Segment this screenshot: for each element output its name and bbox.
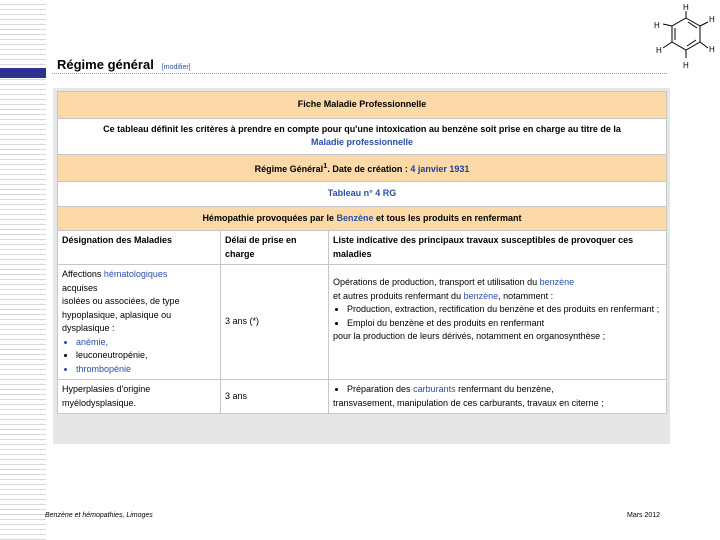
edit-link[interactable] <box>162 64 191 71</box>
list-item: • leuconeutropénie, <box>76 349 216 363</box>
delai-cell-2: 3 ans <box>221 380 329 414</box>
carburants-link[interactable]: carburants <box>413 384 456 394</box>
list-item: • Production, extraction, rectification du benzène et des produits en renfermant ; <box>347 303 662 317</box>
table-row <box>58 206 667 231</box>
molecule-h-left-upper: H <box>654 21 660 30</box>
travaux2-suffix: renfermant du benzène, <box>458 384 554 394</box>
footer-caption: Benzène et hémopathies, Limoges <box>45 512 153 519</box>
designation-line5: dysplasique : <box>62 323 115 333</box>
designation-line3: isolées ou associées, de type <box>62 296 180 306</box>
benzene-molecule-icon <box>648 2 718 70</box>
travaux2-p2: transvasement, manipulation de ces carburants, travaux en citerne ; <box>333 397 604 408</box>
list-item: • Emploi du benzène et des produits en renfermant <box>347 317 662 331</box>
travaux-p3: pour la production de leurs dérivés, notamment en organosynthèse ; <box>333 331 606 341</box>
fiche-table <box>57 91 667 414</box>
hemopathie-suffix: et tous les produits en renfermant <box>376 212 522 223</box>
table-row <box>58 92 667 119</box>
page-title: Régime général <box>57 57 154 72</box>
molecule-h-bottom: H <box>683 61 689 70</box>
designation-line4: hypoplasique, aplasique ou <box>62 309 172 320</box>
decorative-stripes <box>0 0 46 540</box>
molecule-h-right-upper: H <box>709 15 715 24</box>
creation-label: . Date de création : <box>327 163 408 174</box>
regime-label: Régime Général <box>254 163 324 174</box>
intro-text: Ce tableau définit les critères à prendre en compte pour qu'une intoxication au benzène soit prise en charge au titre de la <box>103 123 621 134</box>
col-header-delai: Délai de prise en charge <box>221 231 329 265</box>
molecule-h-right-lower: H <box>709 45 715 54</box>
hemopathie-prefix: Hémopathie provoquées par le <box>202 212 334 223</box>
travaux-cell <box>329 265 667 380</box>
table-row <box>58 118 667 154</box>
list-item <box>347 383 662 397</box>
travaux2-prefix: Préparation des <box>347 384 411 394</box>
footer-date: Mars 2012 <box>627 512 661 519</box>
benzene-link[interactable]: Benzène <box>336 212 374 223</box>
regime-footnote[interactable]: 1 <box>323 160 328 170</box>
delai-cell: 3 ans (*) <box>221 265 329 380</box>
travaux-list <box>333 303 662 330</box>
edit-link-label[interactable]: [modifier] <box>161 64 191 71</box>
travaux-p2: et autres produits renfermant du <box>333 290 462 301</box>
molecule-h-left-lower: H <box>656 46 662 55</box>
table-row <box>58 265 667 380</box>
designation-line2: acquises <box>62 282 98 293</box>
hemopathie-cell <box>58 206 667 231</box>
travaux-cell-2 <box>329 380 667 414</box>
travaux-p1: Opérations de production, transport et utilisation du <box>333 277 538 287</box>
table-row <box>58 182 667 207</box>
list-item[interactable]: • anémie, <box>76 336 216 350</box>
tableau-number: Tableau n° 4 RG <box>58 182 667 207</box>
section-heading <box>57 57 191 72</box>
maladie-professionnelle-link[interactable]: Maladie professionnelle <box>310 137 414 147</box>
benzene-link[interactable]: benzène <box>539 277 575 287</box>
designation-cell-2: Hyperplasies d'origine myélodysplasique. <box>58 380 221 414</box>
table-header-row <box>58 231 667 265</box>
list-item[interactable]: • thrombopénie <box>76 363 216 377</box>
travaux-list-2 <box>333 383 662 397</box>
fiche-title: Fiche Maladie Professionnelle <box>58 92 667 119</box>
accent-bar <box>0 68 46 78</box>
travaux-p2-suffix: , notamment : <box>498 290 554 301</box>
affections-label: Affections <box>62 269 102 279</box>
creation-date: 4 janvier 1931 <box>410 163 470 174</box>
benzene-link[interactable]: benzène <box>463 290 499 301</box>
designation-cell <box>58 265 221 380</box>
regime-cell <box>58 154 667 182</box>
divider-line <box>52 73 667 74</box>
designation-list <box>62 336 216 377</box>
intro-cell <box>58 118 667 154</box>
col-header-travaux: Liste indicative des principaux travaux susceptibles de provoquer ces maladies <box>329 231 667 265</box>
table-row <box>58 380 667 414</box>
document-panel <box>53 88 670 444</box>
table-row <box>58 154 667 182</box>
hematologiques-link[interactable]: hématologiques <box>103 269 168 279</box>
molecule-h-top: H <box>683 3 689 12</box>
col-header-designation: Désignation des Maladies <box>58 231 221 265</box>
